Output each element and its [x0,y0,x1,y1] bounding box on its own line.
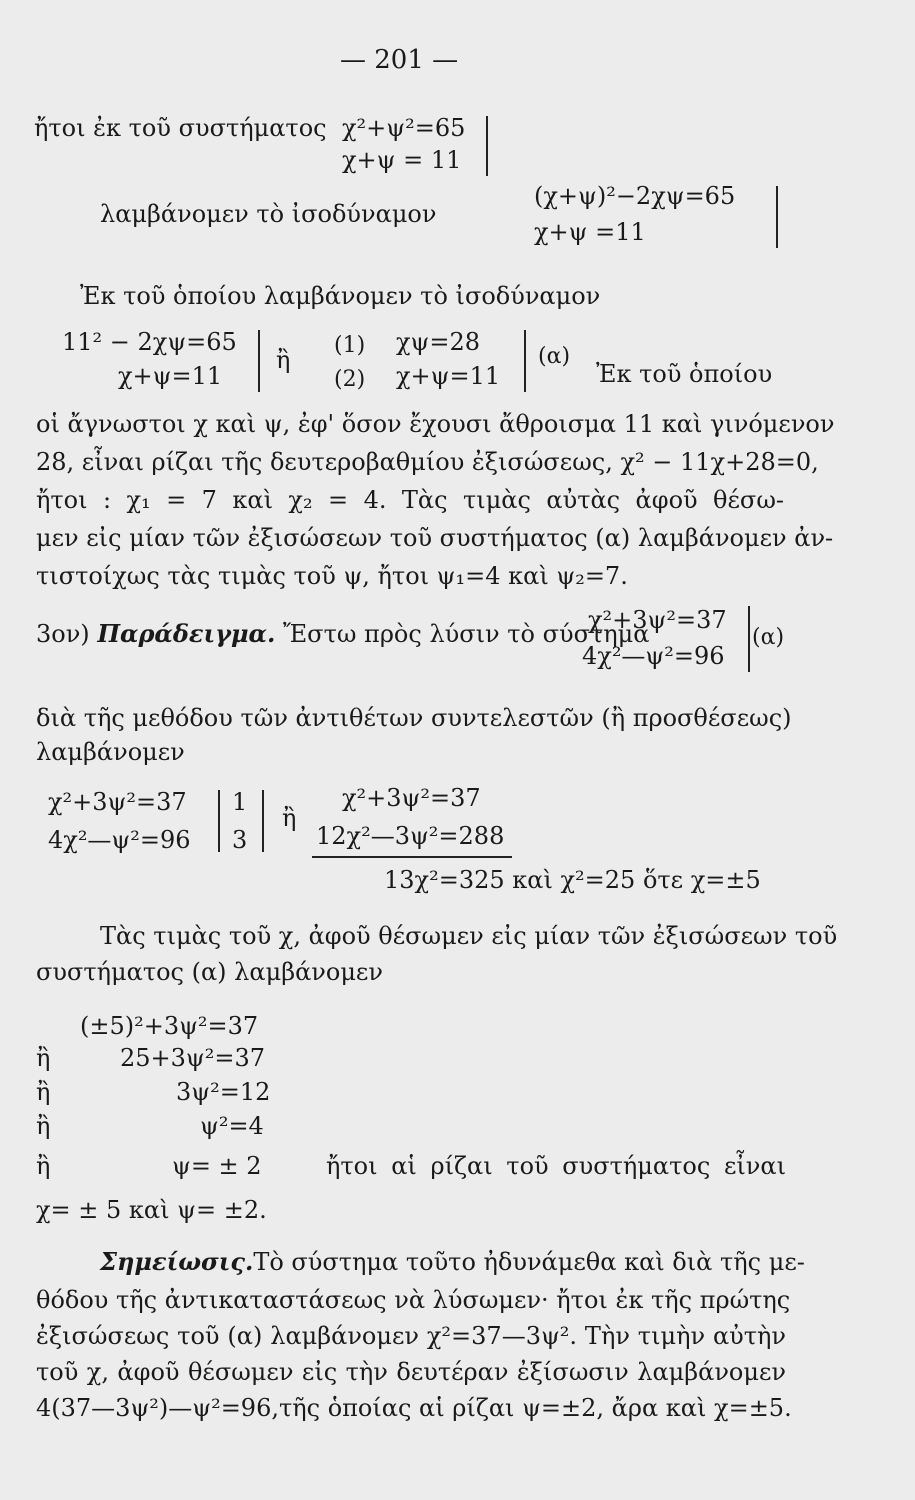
system-bracket [218,790,220,852]
equation: χ+ψ=11 [396,362,501,390]
text-line: μεν εἰς μίαν τῶν ἐξισώσεων τοῦ συστήματος (α) λαμβάνομεν ἀν- [36,524,834,552]
text-line: ἤτοι αἱ ρίζαι τοῦ συστήματος εἶναι [326,1152,786,1180]
or-word: ἢ [36,1044,51,1072]
example-title: Παράδειγμα. [97,619,276,648]
equation: χ+ψ =11 [534,218,646,246]
equation: (χ+ψ)²−2χψ=65 [534,182,736,210]
equation: (±5)²+3ψ²=37 [80,1012,259,1040]
or-word: ἢ [36,1152,51,1180]
remark-first-line [100,1247,805,1276]
example-heading [36,620,649,648]
equation: χψ=28 [396,328,481,356]
text-line: 4(37—3ψ²)—ψ²=96,τῆς ὁποίας αἱ ρίζαι ψ=±2, ἄρα καὶ χ=±5. [36,1394,792,1422]
text-line: 28, εἶναι ρίζαι τῆς δευτεροβαθμίου ἐξισώσεως, χ² − 11χ+28=0, [36,448,819,476]
system-bracket [258,330,260,392]
text-line: ἐξισώσεως τοῦ (α) λαμβάνομεν χ²=37—3ψ². Τὴν τιμὴν αὐτὴν [36,1322,786,1350]
equation: 12χ²—3ψ²=288 [316,822,505,850]
equation-number: (2) [334,367,366,392]
system-bracket [748,606,750,672]
text-line: Τὰς τιμὰς τοῦ χ, ἀφοῦ θέσωμεν εἰς μίαν τῶν ἐξισώσεων τοῦ [100,922,838,950]
example-label: 3ον) [36,620,90,648]
equation: 3ψ²=12 [176,1078,271,1106]
text-line: τιστοίχως τὰς τιμὰς τοῦ ψ, ἤτοι ψ₁=4 καὶ ψ₂=7. [36,562,628,590]
remark-title: Σημείωσις. [100,1247,254,1276]
equation: 25+3ψ²=37 [120,1044,266,1072]
equation: 4χ²—ψ²=96 [48,826,191,854]
multiplier: 1 [232,788,248,816]
or-word: ἢ [282,804,297,832]
equivalent-intro-text: λαμβάνομεν τὸ ἰσοδύναμον [100,200,437,228]
system-bracket [524,330,526,392]
equation: 13χ²=325 καὶ χ²=25 ὅτε χ=±5 [384,866,761,894]
equation: χ+ψ = 11 [342,146,462,174]
or-word: ἢ [276,346,291,374]
example-text: Ἔστω πρὸς λύσιν τὸ σύστημα [282,620,650,648]
equation: χ+ψ=11 [118,362,223,390]
or-word: ἢ [36,1112,51,1140]
text-line: χ= ± 5 καὶ ψ= ±2. [36,1196,267,1224]
equation: 4χ²—ψ²=96 [582,642,725,670]
text-line: λαμβάνομεν [36,738,185,766]
or-word: ἢ [36,1078,51,1106]
multiplier: 3 [232,826,248,854]
text-line: Ἐκ τοῦ ὁποίου [596,360,773,388]
system-bracket [776,186,778,248]
text-line: συστήματος (α) λαμβάνομεν [36,958,383,986]
equation: χ²+3ψ²=37 [588,606,727,634]
equation: χ²+3ψ²=37 [48,788,187,816]
sum-line [312,856,512,858]
system-bracket [486,116,488,176]
equation: χ²+3ψ²=37 [342,784,481,812]
equation: χ²+ψ²=65 [342,114,466,142]
system-tag: (α) [752,625,785,650]
equation-number: (1) [334,333,366,358]
equation: ψ= ± 2 [172,1152,262,1180]
text-line: ἤτοι : χ₁ = 7 καὶ χ₂ = 4. Τὰς τιμὰς αὐτὰς ἀφοῦ θέσω- [36,486,784,514]
system-intro-text: ἤτοι ἐκ τοῦ συστήματος [34,114,327,142]
equation: 11² − 2χψ=65 [62,328,237,356]
system-bracket [262,790,264,852]
system-tag: (α) [538,344,571,369]
text-line: οἱ ἄγνωστοι χ καὶ ψ, ἐφ' ὅσον ἔχουσι ἄθροισμα 11 καὶ γινόμενον [36,410,835,438]
remark-text: Τὸ σύστημα τοῦτο ἠδυνάμεθα καὶ διὰ τῆς με- [253,1248,805,1276]
equation: ψ²=4 [200,1112,264,1140]
text-line: Ἐκ τοῦ ὁποίου λαμβάνομεν τὸ ἰσοδύναμον [80,282,601,310]
text-line: διὰ τῆς μεθόδου τῶν ἀντιθέτων συντελεστῶν (ἢ προσθέσεως) [36,704,792,732]
page-number: — 201 — [340,45,459,75]
text-line: τοῦ χ, ἀφοῦ θέσωμεν εἰς τὴν δευτέραν ἐξίσωσιν λαμβάνομεν [36,1358,786,1386]
text-line: θόδου τῆς ἀντικαταστάσεως νὰ λύσωμεν· ἤτοι ἐκ τῆς πρώτης [36,1286,791,1314]
